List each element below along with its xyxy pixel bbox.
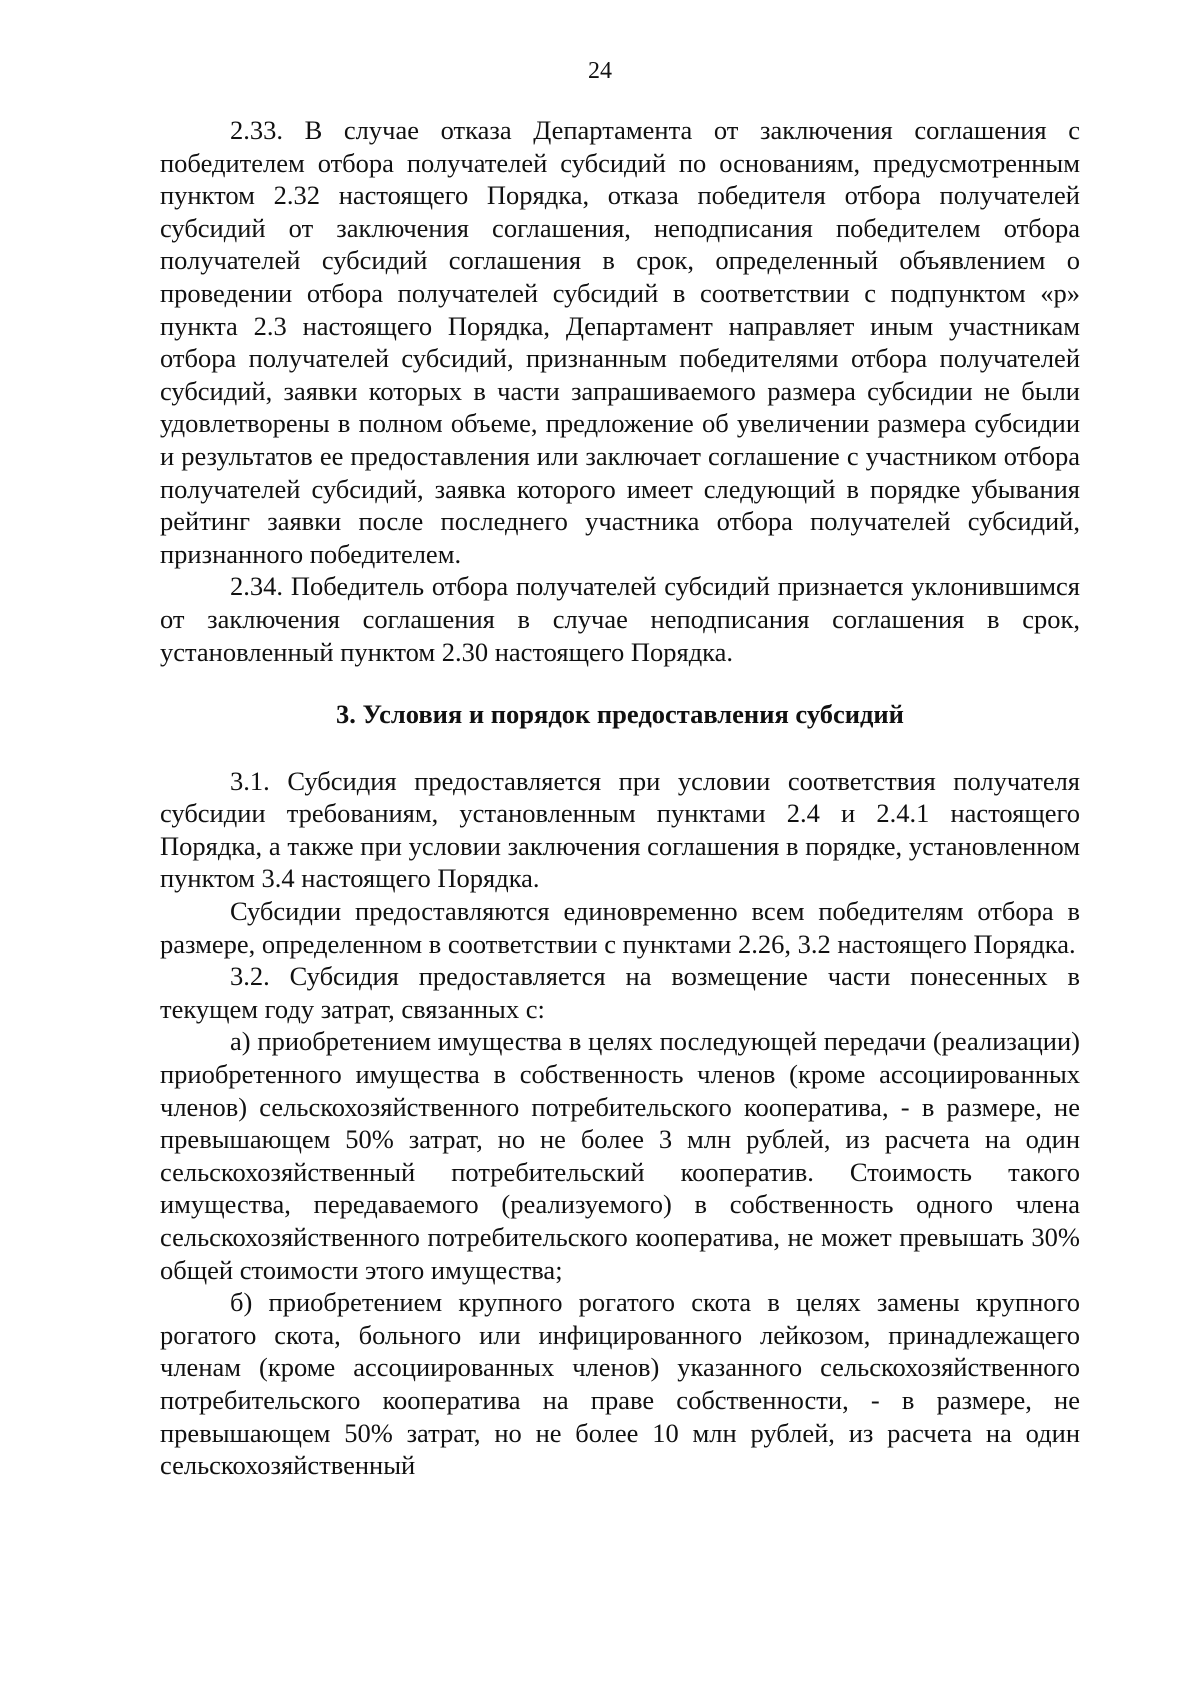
paragraph-2-33: 2.33. В случае отказа Департамента от заключения соглашения с победителем отбора получателей субсидий по основаниям, предусмотренным пунктом 2.32 настоящего Порядка, отказа победителя отбора получателей субсидий от заключения соглашения, неподписания победителем отбора получателей субсидий соглашения в срок, определенный объявлением о проведении отбора получателей субсидий в соответствии с подпунктом «р» пункта 2.3 настоящего Порядка, Департамент направляет иным участникам отбора получателей субсидий, признанным победителями отбора получателей субсидий, заявки которых в части запрашиваемого размера субсидии не были удовлетворены в полном объеме, предложение об увеличении размера субсидии и результатов ее предоставления или заключает соглашение с участником отбора получателей субсидий, заявка которого имеет следующий в порядке убывания рейтинг заявки после последнего участника отбора получателей субсидий, признанного победителем. <box>160 115 1080 569</box>
list-item-b: б) приобретением крупного рогатого скота в целях замены крупного рогатого скота, больного или инфицированного лейкозом, принадлежащего членам (кроме ассоциированных членов) указанного сельскохозяйственного потребительского кооператива на праве собственности, - в размере, не превышающем 50% затрат, но не более 10 млн рублей, из расчета на один сельскохозяйственный <box>160 1287 1080 1481</box>
list-item-a: а) приобретением имущества в целях последующей передачи (реализации) приобретенного имущества в собственность членов (кроме ассоциированных членов) сельскохозяйственного потребительского кооператива, - в размере, не превышающем 50% затрат, но не более 3 млн рублей, из расчета на один сельскохозяйственный потребительский кооператив. Стоимость такого имущества, передаваемого (реализуемого) в собственность одного члена сельскохозяйственного потребительского кооператива, не может превышать 30% общей стоимости этого имущества; <box>160 1026 1080 1285</box>
page-number: 24 <box>588 58 612 84</box>
paragraph-2-34: 2.34. Победитель отбора получателей субсидий признается уклонившимся от заключения соглашения в случае неподписания соглашения в срок, установленный пунктом 2.30 настоящего Порядка. <box>160 571 1080 667</box>
paragraph-3-1: 3.1. Субсидия предоставляется при условии соответствия получателя субсидии требованиям, установленным пунктами 2.4 и 2.4.1 настоящего Порядка, а также при условии заключения соглашения в порядке, установленном пунктом 3.4 настоящего Порядка. <box>160 765 1080 894</box>
paragraph-3-2: 3.2. Субсидия предоставляется на возмещение части понесенных в текущем году затрат, связанных с: <box>160 961 1080 1024</box>
paragraph-subsidies-one-time: Субсидии предоставляются единовременно всем победителям отбора в размере, определенном в соответствии с пунктами 2.26, 3.2 настоящего Порядка. <box>160 896 1080 959</box>
document-body <box>160 114 1080 1482</box>
section-heading: 3. Условия и порядок предоставления субсидий <box>336 699 904 730</box>
